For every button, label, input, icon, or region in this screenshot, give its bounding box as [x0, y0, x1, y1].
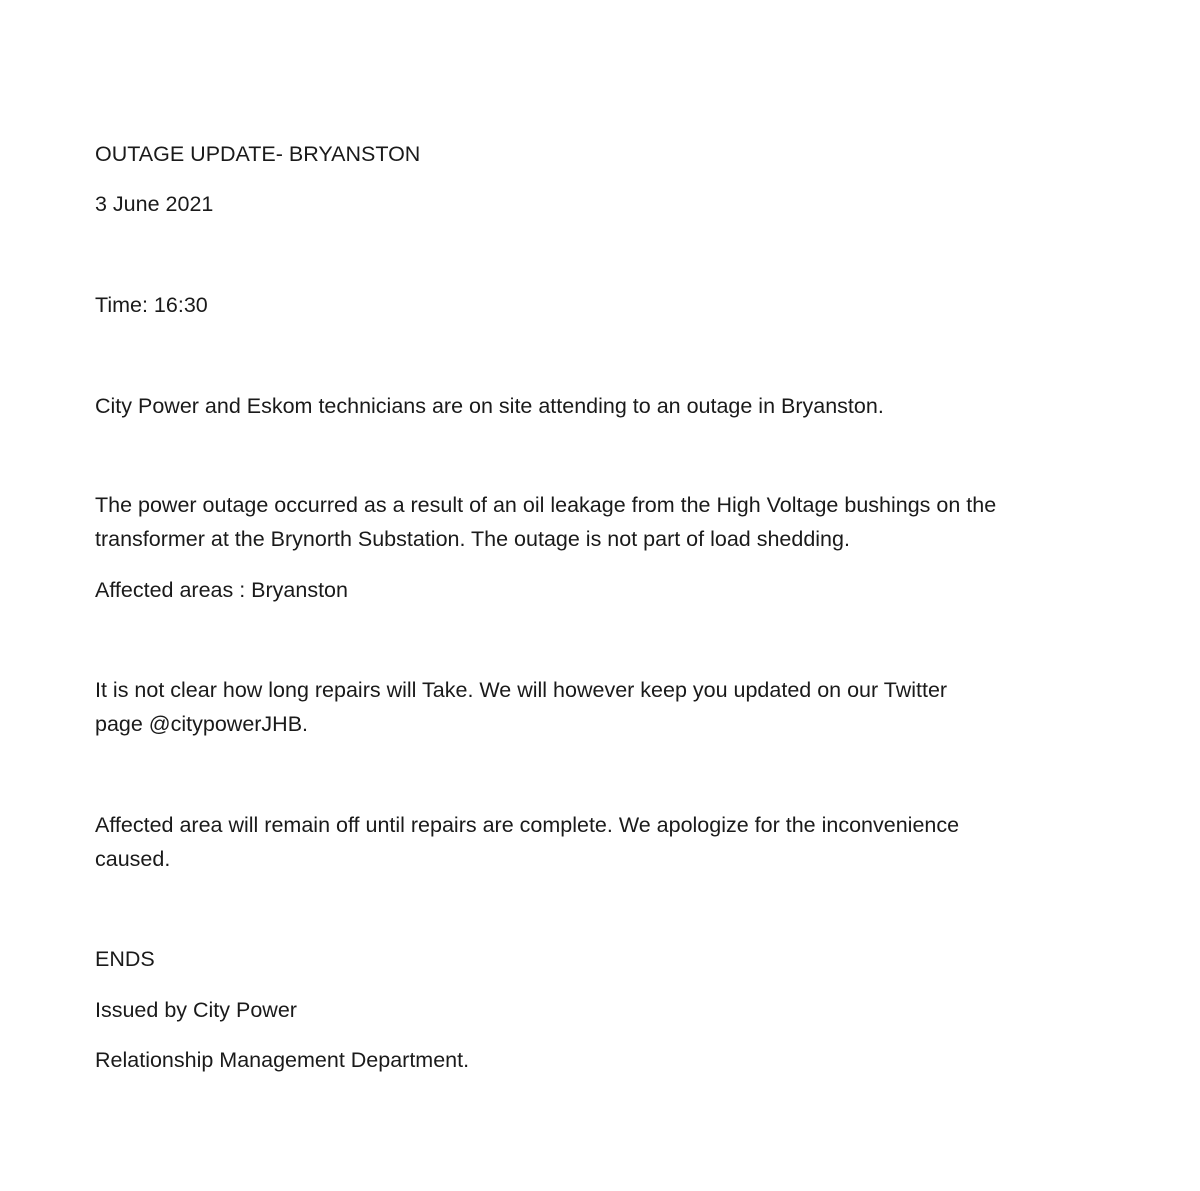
- paragraph-repairs-line-1: It is not clear how long repairs will Take. We will however keep you updated on our Twitter: [95, 678, 948, 702]
- paragraph-cause-line-1: The power outage occurred as a result of an oil leakage from the High Voltage bushings on the: [95, 493, 997, 517]
- ends-marker: ENDS: [95, 947, 155, 971]
- document-time: Time: 16:30: [95, 293, 208, 317]
- paragraph-apology: [95, 808, 1095, 876]
- paragraph-apology-line-2: caused.: [95, 847, 171, 871]
- paragraph-repairs-line-2: page @citypowerJHB.: [95, 712, 309, 736]
- issued-by: Issued by City Power: [95, 998, 297, 1022]
- paragraph-apology-line-1: Affected area will remain off until repairs are complete. We apologize for the inconvenience: [95, 813, 960, 837]
- paragraph-technicians: City Power and Eskom technicians are on site attending to an outage in Bryanston.: [95, 394, 884, 418]
- department: Relationship Management Department.: [95, 1048, 470, 1072]
- paragraph-repairs: [95, 673, 1095, 741]
- affected-areas: Affected areas : Bryanston: [95, 578, 348, 602]
- document-date: 3 June 2021: [95, 192, 214, 216]
- document-title: OUTAGE UPDATE- BRYANSTON: [95, 142, 421, 166]
- paragraph-cause-line-2: transformer at the Brynorth Substation. The outage is not part of load shedding.: [95, 527, 850, 551]
- paragraph-cause: [95, 488, 1095, 556]
